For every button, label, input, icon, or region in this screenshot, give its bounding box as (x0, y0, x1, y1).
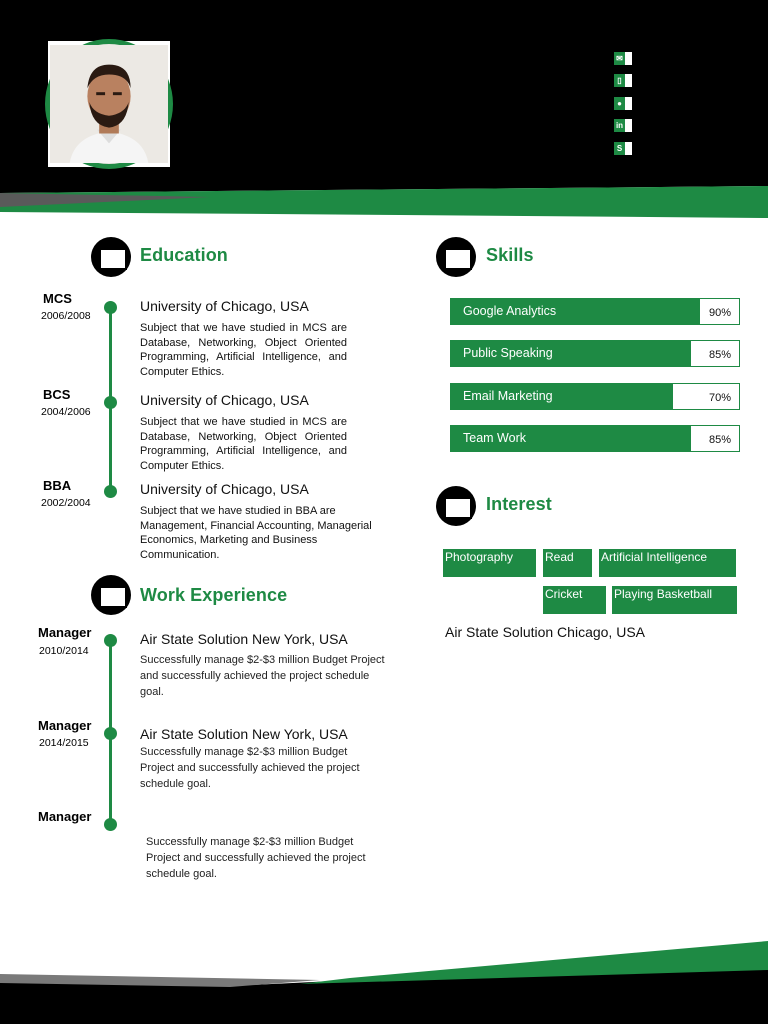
role-label: Manager (38, 809, 92, 824)
company: Air State Solution New York, USA (140, 726, 348, 742)
skills-icon (436, 237, 476, 277)
degree-years: 2004/2006 (41, 406, 91, 418)
skill-name: Email Marketing (463, 389, 553, 403)
timeline-dot (104, 396, 117, 409)
role-label: Manager (38, 718, 92, 733)
skill-name: Google Analytics (463, 304, 557, 318)
education-description: Subject that we have studied in MCS are Database, Networking, Object Oriented Programming, Artificial Intelligence, and Computer Ethics. (140, 416, 347, 472)
interest-chip: Playing Basketball (612, 586, 737, 614)
skill-percent: 70% (708, 392, 731, 404)
interest-chip: Photography (443, 549, 536, 577)
degree-label: BCS (43, 387, 71, 402)
degree-years: 2006/2008 (41, 310, 91, 322)
education-title: Education (140, 245, 228, 265)
phone-icon[interactable]: ▯ (614, 74, 632, 87)
degree-years: 2002/2004 (41, 497, 91, 509)
interest-note: Air State Solution Chicago, USA (445, 624, 645, 640)
work-experience-icon (91, 575, 131, 615)
work-experience-title: Work Experience (140, 585, 288, 605)
timeline-dot (104, 818, 117, 831)
envelope-icon[interactable]: ✉ (614, 52, 632, 65)
role-label: Manager (38, 625, 92, 640)
degree-label: MCS (43, 291, 72, 306)
role-years: 2014/2015 (39, 737, 89, 749)
location-pin-icon[interactable]: ● (614, 97, 632, 110)
work-description: Successfully manage $2-$3 million Budget Project and successfully achieved the project schedule goal. (140, 654, 385, 698)
profile-photo (45, 39, 173, 169)
skype-icon[interactable]: S (614, 142, 632, 155)
footer-banner (0, 930, 768, 1024)
role-years: 2010/2014 (39, 645, 89, 657)
linkedin-icon[interactable]: in (614, 119, 632, 132)
interest-chip: Read (543, 549, 592, 577)
education-description: Subject that we have studied in BBA are Management, Financial Accounting, Managerial Economics, Marketing and Business Communication. (140, 505, 372, 561)
timeline-dot (104, 485, 117, 498)
institution: University of Chicago, USA (140, 298, 309, 314)
work-description: Successfully manage $2-$3 million Budget Project and successfully achieved the project schedule goal. (146, 836, 366, 880)
skill-percent: 85% (708, 434, 731, 446)
skill-bar (450, 425, 740, 452)
skill-name: Team Work (463, 431, 526, 445)
avatar (50, 44, 168, 164)
skill-percent: 85% (708, 349, 731, 361)
interest-chip: Artificial Intelligence (599, 549, 736, 577)
company: Air State Solution New York, USA (140, 631, 348, 647)
skills-title: Skills (486, 245, 534, 265)
education-description: Subject that we have studied in MCS are Database, Networking, Object Oriented Programming, Artificial Intelligence, and Computer Ethics. (140, 322, 347, 378)
skill-percent: 90% (708, 307, 731, 319)
skill-bar (450, 298, 740, 325)
work-description-clip (140, 834, 380, 880)
institution: University of Chicago, USA (140, 392, 309, 408)
interest-chip: Cricket (543, 586, 606, 614)
timeline-dot (104, 634, 117, 647)
work-description: Successfully manage $2-$3 million Budget Project and successfully achieved the project schedule goal. (140, 746, 360, 790)
institution: University of Chicago, USA (140, 481, 309, 497)
interest-icon (436, 486, 476, 526)
skill-name: Public Speaking (463, 346, 553, 360)
timeline-dot (104, 727, 117, 740)
interest-title: Interest (486, 494, 552, 514)
timeline-dot (104, 301, 117, 314)
skill-bar (450, 383, 740, 410)
education-icon (91, 237, 131, 277)
skill-bar (450, 340, 740, 367)
degree-label: BBA (43, 478, 72, 493)
